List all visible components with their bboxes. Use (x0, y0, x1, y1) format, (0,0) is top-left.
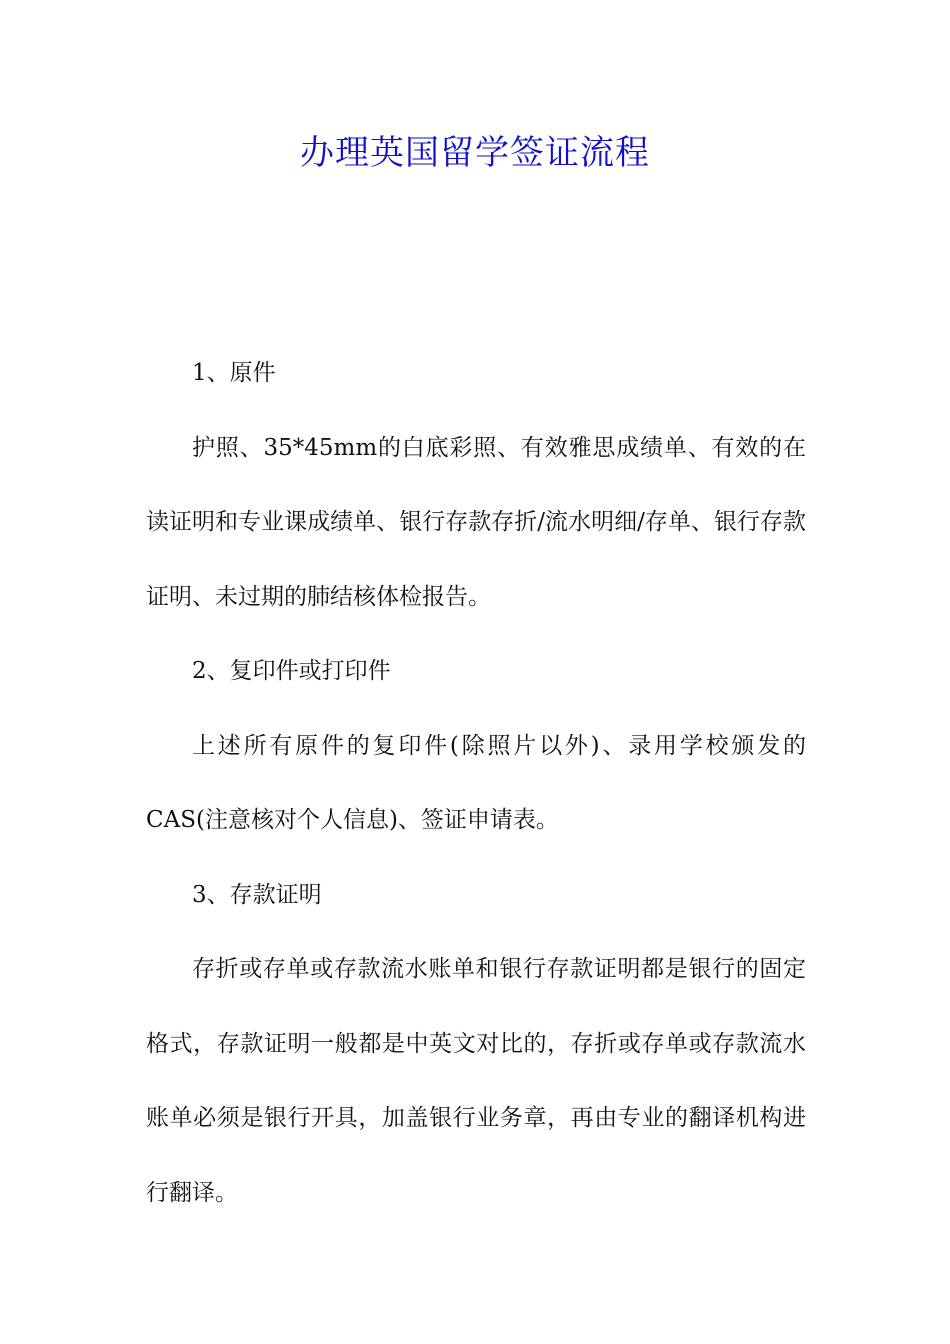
document-body (146, 336, 806, 1230)
section-heading-deposit: 3、存款证明 (192, 881, 322, 908)
paragraph-originals: 护照、35*45mm的白底彩照、有效雅思成绩单、有效的在读证明和专业课成绩单、银行存款存折/流水明细/存单、银行存款证明、未过期的肺结核体检报告。 (146, 434, 806, 610)
paragraph-deposit: 存折或存单或存款流水账单和银行存款证明都是银行的固定格式，存款证明一般都是中英文对比的，存折或存单或存款流水账单必须是银行开具，加盖银行业务章，再由专业的翻译机构进行翻译。 (146, 956, 806, 1206)
section-heading-copies: 2、复印件或打印件 (192, 658, 391, 684)
page-title: 办理英国留学签证流程 (300, 133, 650, 173)
paragraph-copies: 上述所有原件的复印件(除照片以外)、录用学校颁发的CAS(注意核对个人信息)、签证申请表。 (146, 732, 806, 833)
section-heading-originals: 1、原件 (192, 360, 276, 386)
